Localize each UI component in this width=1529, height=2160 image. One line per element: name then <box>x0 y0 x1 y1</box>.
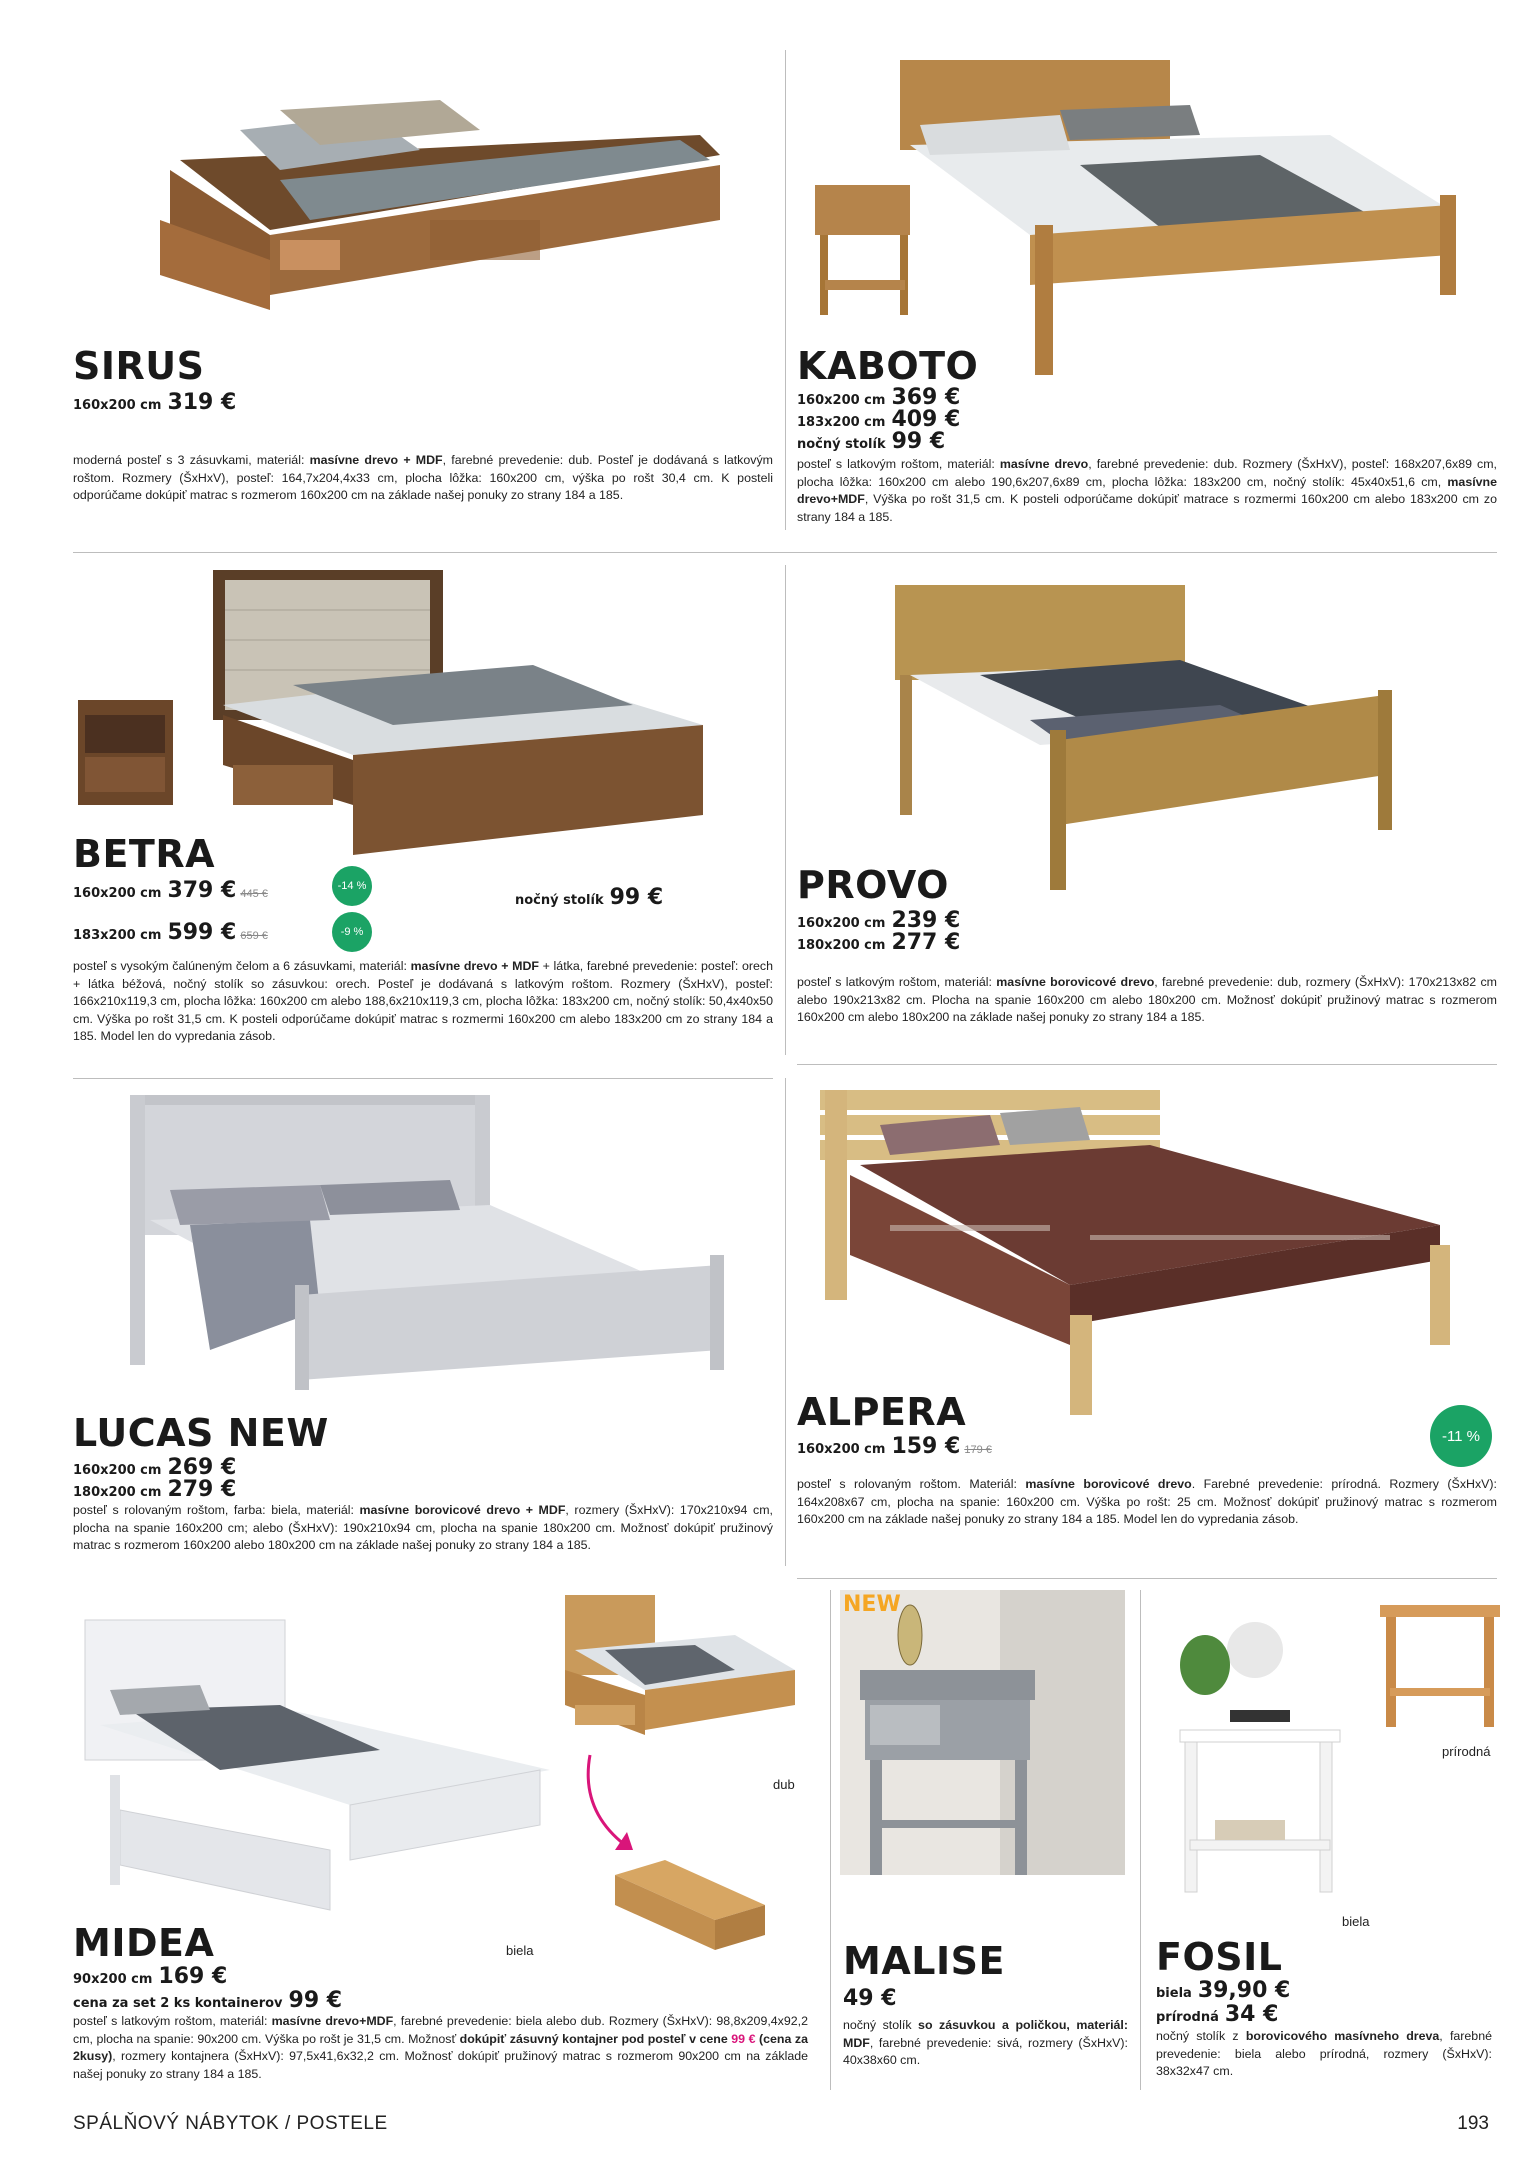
row-divider <box>797 1578 1497 1579</box>
size-label: 183x200 cm <box>797 415 886 430</box>
price-row <box>1156 1980 1290 2002</box>
arrow-icon <box>575 1750 645 1860</box>
price: 277 € <box>891 930 961 955</box>
row-divider <box>797 1064 1497 1065</box>
midea-dub-bed-image <box>555 1590 805 1770</box>
price-row <box>797 387 960 409</box>
price: 239 € <box>891 908 961 933</box>
product-description: nočný stolík so zásuvkou a poličkou, materiál: MDF, farebné prevedenie: sivá, rozmery (ŠxHxV): 40x38x60 cm. <box>843 2018 1129 2068</box>
column-divider <box>785 565 786 1055</box>
price: 99 € <box>288 1988 343 2013</box>
price-row <box>843 1988 897 2010</box>
price-row <box>797 431 945 453</box>
row-divider <box>73 552 1497 553</box>
price: 39,90 € <box>1197 1978 1291 2003</box>
set-price-row <box>73 1990 342 2012</box>
product-description: posteľ s rolovaným roštom. Materiál: masívne borovicové drevo. Farebné prevedenie: prírodná. Rozmery (ŠxHxV): 164x208x67 cm, plocha na spanie: 160x200 cm. Výška po rošt: 25 cm. Možnosť dokúpiť pružinový matrac s rozmerom 160x200 cm na základe našej ponuky zo strany 184 a 185. Model len do vypredania zásob. <box>797 1477 1497 1527</box>
price: 159 € <box>891 1434 961 1459</box>
price: 34 € <box>1224 2002 1279 2027</box>
price: 99 € <box>891 429 946 454</box>
product-name: ALPERA <box>797 1390 967 1434</box>
price-row <box>73 922 268 944</box>
column-divider <box>785 50 786 530</box>
discount-badge: -14 % <box>332 866 372 906</box>
size-label: 90x200 cm <box>73 1972 153 1987</box>
size-label: 180x200 cm <box>73 1485 162 1500</box>
size-label: 160x200 cm <box>797 916 886 931</box>
color-label-biela: biela <box>506 1943 534 1958</box>
size-label: 160x200 cm <box>797 393 886 408</box>
old-price: 659 € <box>240 930 268 942</box>
color-label-prirodna: prírodná <box>1442 1744 1491 1759</box>
price: 379 € <box>167 878 237 903</box>
product-description: moderná posteľ s 3 zásuvkami, materiál: masívne drevo + MDF, farebné prevedenie: dub. Posteľ je dodávaná s latkovým roštom. Rozmery (ŠxHxV), posteľ: 164,7x204,4x33 cm, plocha lôžka: 160x200 cm, výška po rošt 30,4 cm. K posteli odporúčame dokúpiť matrac s rozmerom 160x200 cm na základe našej ponuky zo strany 184 a 185. <box>73 453 773 503</box>
price: 49 € <box>843 1986 897 2011</box>
size-label: prírodná <box>1156 2010 1219 2025</box>
discount-badge: -9 % <box>332 912 372 952</box>
product-description: posteľ s latkovým roštom, materiál: masívne drevo+MDF, farebné prevedenie: biela alebo dub. Rozmery (ŠxHxV): 98,8x209,4x92,2 cm, plocha na spanie: 90x200 cm. Výška po rošt je 31,5 cm. Možnosť dokúpiť zásuvný kontajner pod posteľ v cene 99 € (cena za 2kusy), rozmery kontajnera (ŠxHxV): 97,5x41,6x32,2 cm. Možnosť dokúpiť pružinový matrac s rozmerom 90x200 cm na základe našej ponuky zo strany 184 a 185. <box>73 2014 809 2081</box>
product-name: FOSIL <box>1156 1935 1283 1979</box>
price-row <box>73 1457 236 1479</box>
price: 409 € <box>891 407 961 432</box>
price-row <box>73 880 268 902</box>
product-name: SIRUS <box>73 344 205 388</box>
price-row <box>1156 2004 1278 2026</box>
kaboto-bed-image <box>810 55 1490 375</box>
section-title: SPÁLŇOVÝ NÁBYTOK / POSTELE <box>73 2113 388 2134</box>
price-row <box>797 932 960 954</box>
product-description: posteľ s latkovým roštom, materiál: masívne drevo, farebné prevedenie: dub. Rozmery (ŠxHxV), posteľ: 168x207,6x89 cm, plocha lôžka: 160x200 cm alebo 190,6x207,6x89 cm, plocha lôžka: 183x200 cm, nočný stolík: 45x40x51,6 cm, masívne drevo+MDF, Výška po rošt 31,5 cm. K posteli odporúčame dokúpiť matrace s rozmermi 160x200 cm alebo 183x200 cm zo strany 184 a 185. <box>797 457 1497 524</box>
midea-bed-image <box>80 1600 550 1930</box>
container-drawer-image <box>605 1855 770 1955</box>
size-label: 160x200 cm <box>73 886 162 901</box>
product-description: posteľ s latkovým roštom, materiál: masívne borovicové drevo, farebné prevedenie: dub, rozmery (ŠxHxV): 170x213x82 cm alebo 190x213x82 cm. Plocha na spanie 160x200 cm alebo 180x200 cm. Možnosť dokúpiť pružinový matrac s rozmerom 160x200 cm alebo 180x200 na základe našej ponuky zo strany 184 a 185. <box>797 975 1497 1025</box>
price-row <box>73 392 236 414</box>
size-label: 160x200 cm <box>73 1463 162 1478</box>
old-price: 179 € <box>964 1444 992 1456</box>
price: 369 € <box>891 385 961 410</box>
sirus-bed-image <box>120 60 740 330</box>
malise-nightstand-image <box>840 1590 1125 1875</box>
price-row <box>797 409 960 431</box>
price: 319 € <box>167 390 237 415</box>
fosil-nightstand-prirodna-image <box>1380 1600 1500 1730</box>
price-row <box>797 910 960 932</box>
discount-badge: -11 % <box>1430 1405 1492 1467</box>
column-divider <box>830 1590 831 2090</box>
column-divider <box>1140 1590 1141 2090</box>
size-label: 180x200 cm <box>797 938 886 953</box>
provo-bed-image <box>880 580 1420 890</box>
price: 169 € <box>158 1964 228 1989</box>
price: 599 € <box>167 920 237 945</box>
product-description: posteľ s vysokým čalúneným čelom a 6 zásuvkami, materiál: masívne drevo + MDF + látka, farebné prevedenie: posteľ: orech + látka béžová, nočný stolík so zásuvkou: orech. Posteľ je dodávaná s latkovým roštom. Rozmery (ŠxHxV), posteľ: 166x210x119,3 cm, plocha lôžka: 160x200 cm alebo 188,6x210x119,3 cm, plocha lôžka: 183x200 cm, nočný stolík: 50,4x40x50 cm. Výška po rošt 31,5 cm. K posteli odporúčame dokúpiť matrac s rozmermi 160x200 cm alebo 183x200 cm zo strany 184 a 185. Model len do vypredania zásob. <box>73 959 773 1044</box>
size-label: 183x200 cm <box>73 928 162 943</box>
betra-bed-image <box>73 565 723 875</box>
new-badge: NEW <box>843 1592 901 1617</box>
product-name: PROVO <box>797 863 949 907</box>
old-price: 445 € <box>240 888 268 900</box>
size-label: biela <box>1156 1986 1192 2001</box>
size-label: nočný stolík <box>797 437 886 452</box>
size-label: nočný stolík <box>515 893 604 908</box>
size-label: cena za set 2 ks kontainerov <box>73 1996 283 2011</box>
color-label-biela: biela <box>1342 1914 1370 1929</box>
product-description: posteľ s rolovaným roštom, farba: biela, materiál: masívne borovicové drevo + MDF, rozmery (ŠxHxV): 170x210x94 cm, plocha na spanie 160x200 cm; alebo (ŠxHxV): 190x210x94 cm, plocha na spanie 180x200 cm. Možnosť dokúpiť pružinový matrac s rozmerom 160x200 alebo 180x200 cm na základe našej ponuky zo strany 184 a 185. <box>73 1503 773 1553</box>
price: 279 € <box>167 1477 237 1502</box>
price: 269 € <box>167 1455 237 1480</box>
alpera-bed-image <box>820 1085 1480 1415</box>
price: 99 € <box>609 885 664 910</box>
product-description: nočný stolík z borovicového masívneho dreva, farebné prevedenie: biela alebo prírodná, rozmery (ŠxHxV): 38x32x47 cm. <box>1156 2029 1492 2079</box>
product-name: LUCAS NEW <box>73 1411 329 1455</box>
size-label: 160x200 cm <box>73 398 162 413</box>
page-number: 193 <box>1457 2113 1489 2134</box>
column-divider <box>785 1078 786 1566</box>
nightstand-price-row <box>515 887 663 909</box>
lucas-new-bed-image <box>110 1090 740 1390</box>
price-row <box>73 1966 227 1988</box>
product-name: KABOTO <box>797 344 979 388</box>
price-row <box>797 1436 992 1458</box>
fosil-nightstand-biela-image <box>1170 1600 1350 1900</box>
size-label: 160x200 cm <box>797 1442 886 1457</box>
row-divider <box>73 1078 773 1079</box>
color-label-dub: dub <box>773 1777 795 1792</box>
product-name: BETRA <box>73 832 216 876</box>
product-name: MIDEA <box>73 1921 215 1965</box>
price-row <box>73 1479 236 1501</box>
product-name: MALISE <box>843 1939 1005 1983</box>
